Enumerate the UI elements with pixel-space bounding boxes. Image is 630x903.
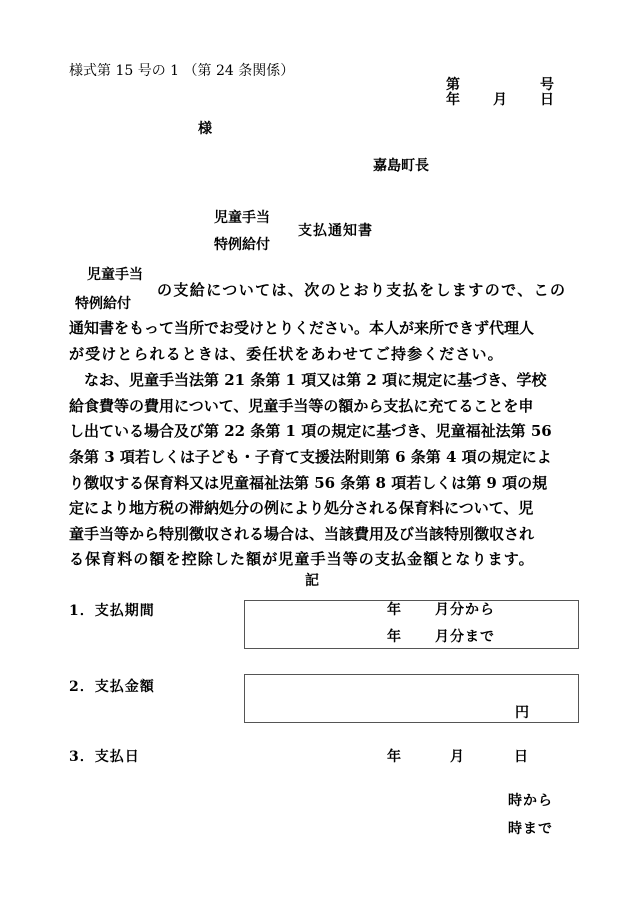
period-to-year: 年 bbox=[387, 629, 401, 645]
sender-name: 嘉島町長 bbox=[373, 158, 429, 174]
title-option-child-allowance: 児童手当 bbox=[214, 210, 270, 226]
payment-amount-label: 2．支払金額 bbox=[69, 679, 155, 695]
payment-date-month: 月 bbox=[450, 749, 464, 765]
ki-heading: 記 bbox=[305, 573, 319, 589]
intro-text: の支給については、次のとおり支払をしますので、この bbox=[157, 281, 567, 299]
body-line: なお、児童手当法第 21 条第 1 項又は第 2 項に規定に基づき、学校 bbox=[69, 371, 547, 389]
intro-option-special-benefit: 特例給付 bbox=[75, 296, 131, 312]
period-to-month: 月分まで bbox=[435, 629, 495, 645]
body-line: 定により地方税の滞納処分の例により処分される保育料について、児 bbox=[69, 499, 534, 517]
body-line: 童手当等から特別徴収される場合は、当該費用及び当該特別徴収され bbox=[69, 525, 535, 543]
time-from: 時から bbox=[508, 793, 553, 809]
payment-period-box bbox=[244, 600, 579, 649]
period-from-month: 月分から bbox=[435, 602, 495, 618]
body-line: 通知書をもって当所でお受けとりください。本人が来所できず代理人 bbox=[69, 319, 535, 337]
period-from-year: 年 bbox=[387, 602, 401, 618]
recipient-suffix: 様 bbox=[198, 121, 212, 137]
payment-date-day: 日 bbox=[514, 749, 528, 765]
document-title: 支払通知書 bbox=[298, 223, 373, 239]
issue-date-month: 月 bbox=[493, 92, 507, 108]
amount-unit: 円 bbox=[515, 705, 529, 721]
payment-date-label: 3．支払日 bbox=[69, 749, 140, 765]
document-number-prefix: 第 bbox=[446, 77, 460, 93]
intro-option-child-allowance: 児童手当 bbox=[87, 267, 143, 283]
body-line: り徴収する保育料又は児童福祉法第 56 条第 8 項若しくは第 9 項の規 bbox=[69, 474, 548, 492]
time-to: 時まで bbox=[508, 821, 553, 837]
body-line: 給食費等の費用について、児童手当等の額から支払に充てることを申 bbox=[69, 397, 534, 415]
body-line: し出ている場合及び第 22 条第 1 項の規定に基づき、児童福祉法第 56 bbox=[69, 422, 552, 440]
body-line: 条第 3 項若しくは子ども・子育て支援法附則第 6 条第 4 項の規定によ bbox=[69, 448, 552, 466]
issue-date-year: 年 bbox=[446, 92, 460, 108]
payment-period-label: 1．支払期間 bbox=[69, 603, 155, 619]
document-number-suffix: 号 bbox=[540, 77, 554, 93]
payment-date-year: 年 bbox=[387, 749, 401, 765]
title-option-special-benefit: 特例給付 bbox=[214, 237, 270, 253]
body-line: が受けとられるときは、委任状をあわせてご持参ください。 bbox=[69, 345, 504, 363]
issue-date-day: 日 bbox=[540, 92, 554, 108]
form-number: 様式第 15 号の 1 （第 24 条関係） bbox=[69, 63, 295, 79]
body-line: る保育料の額を控除した額が児童手当等の支払金額となります。 bbox=[69, 550, 535, 568]
